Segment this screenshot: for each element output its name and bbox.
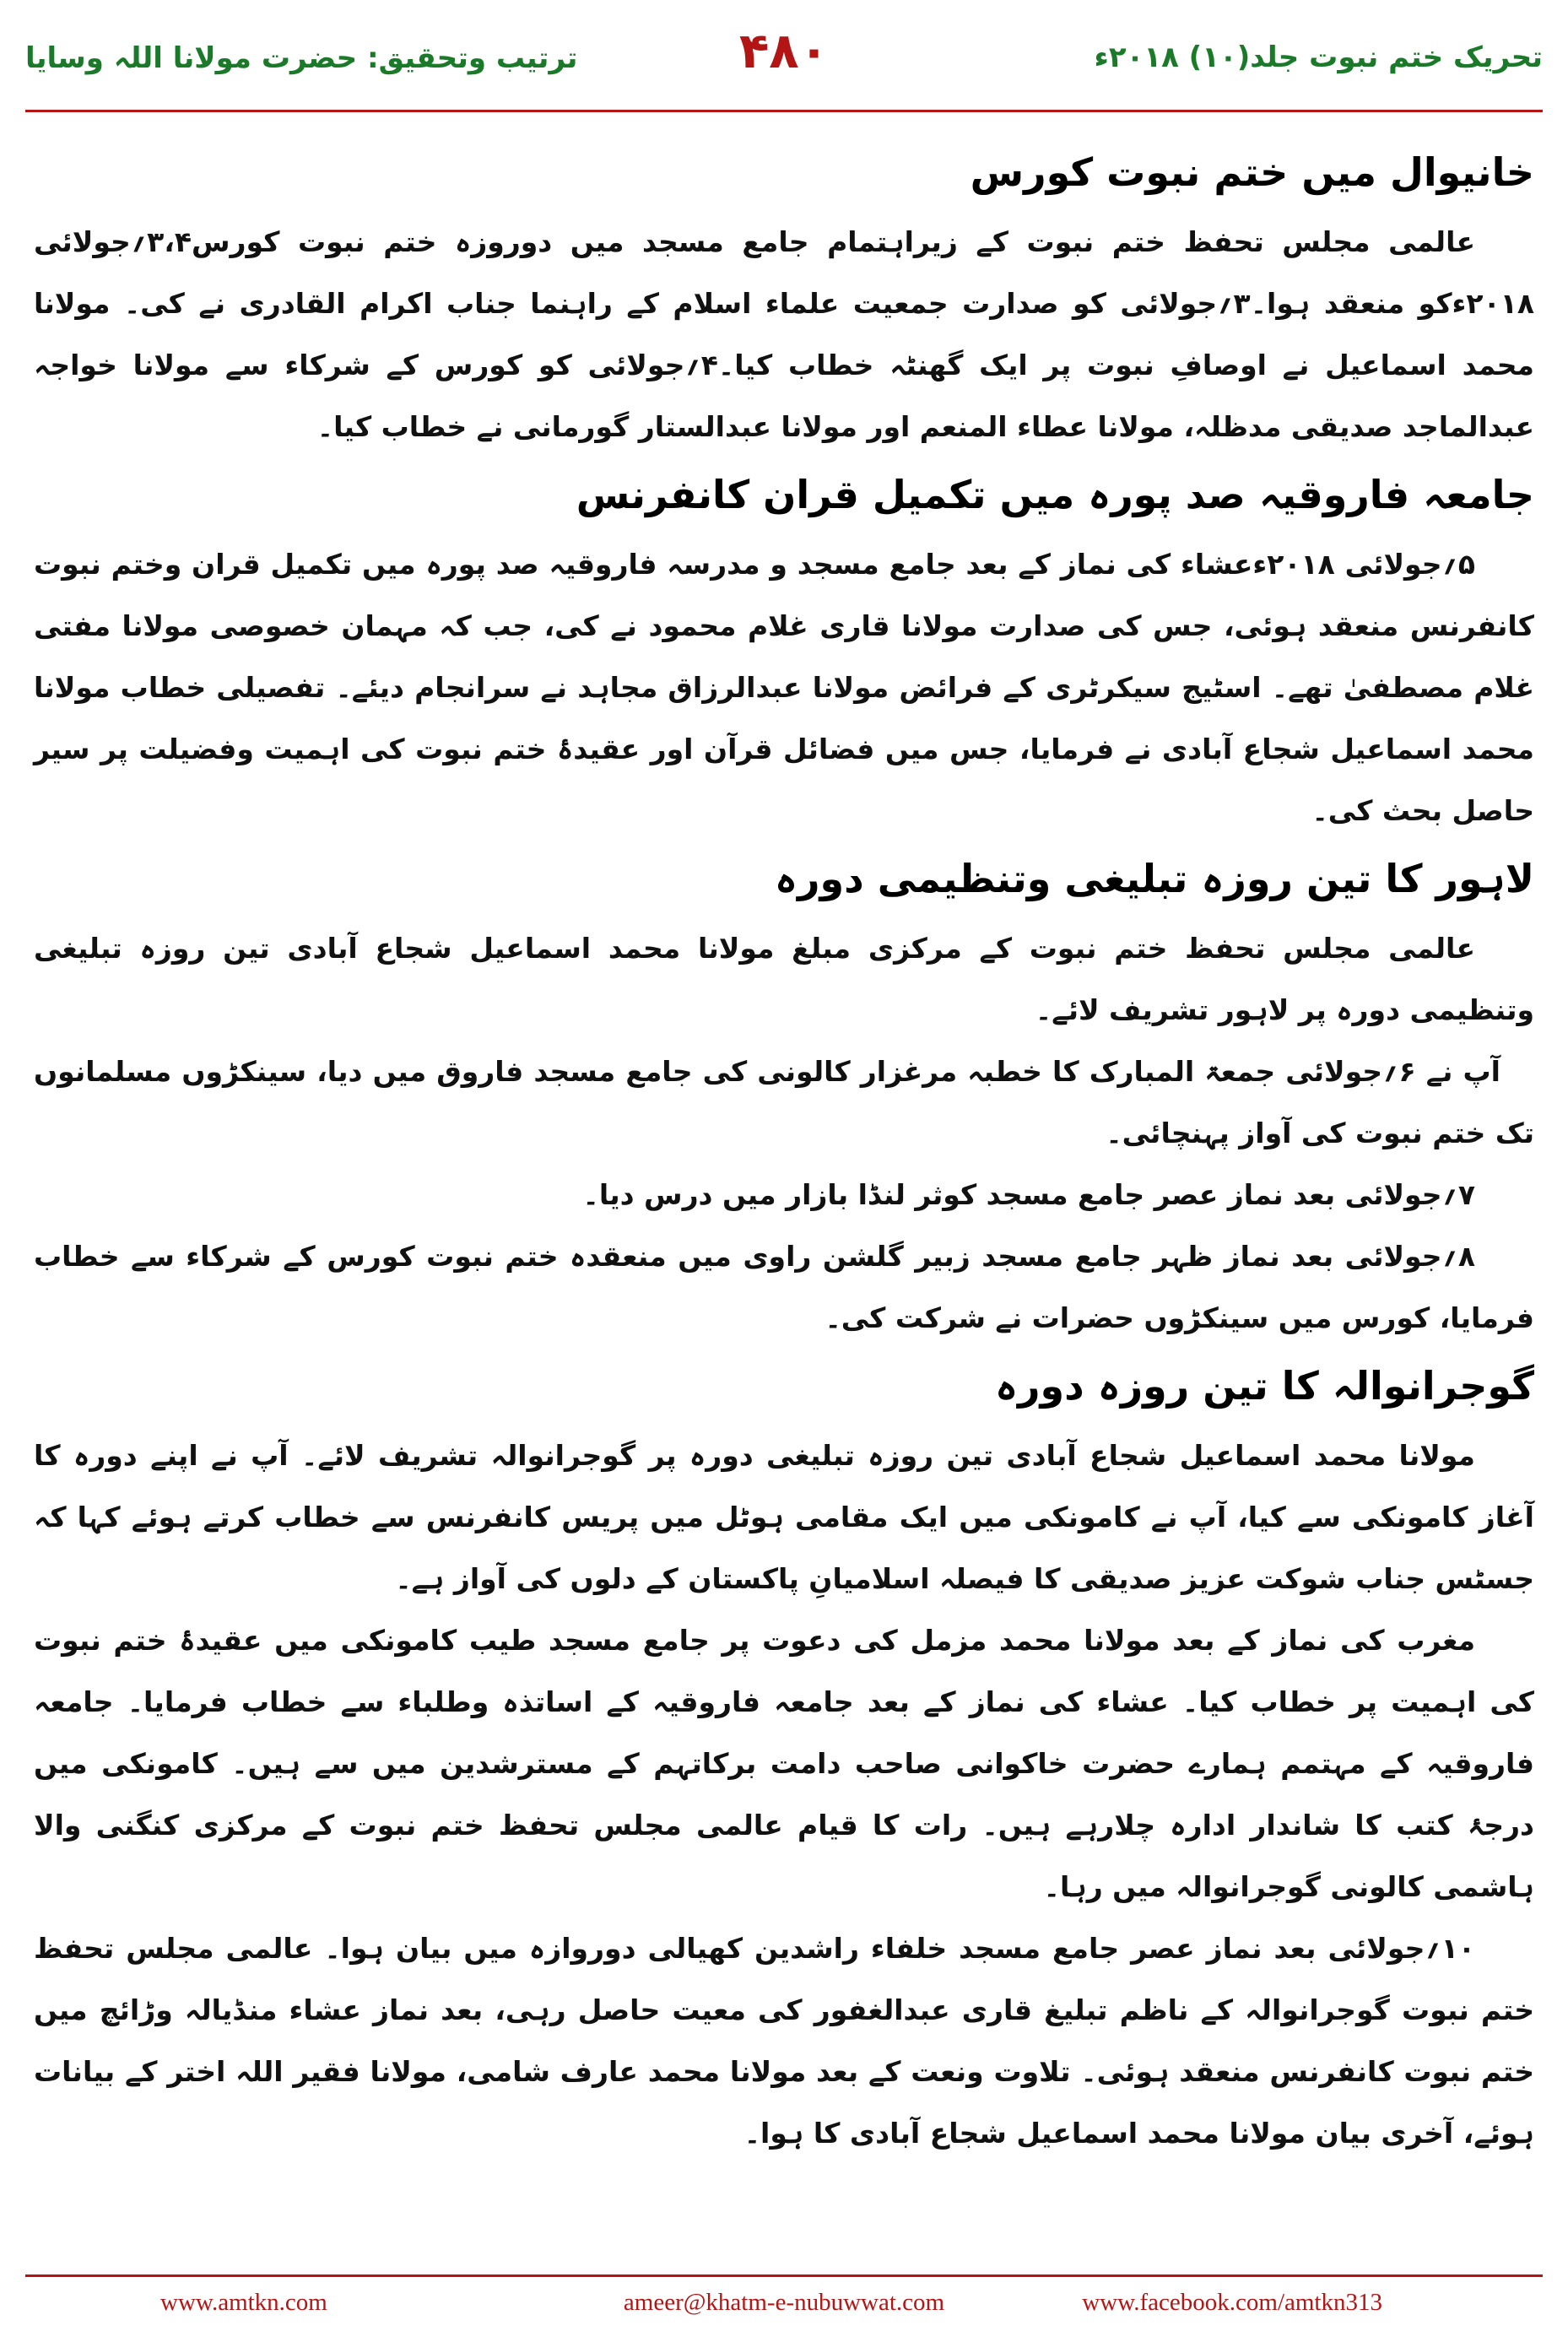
facebook-link[interactable]: www.facebook.com/amtkn313 bbox=[1082, 2289, 1382, 2316]
footer-divider bbox=[25, 2274, 1543, 2277]
section-heading: جامعہ فاروقیہ صد پورہ میں تکمیل قران کانفرنس bbox=[576, 472, 1534, 517]
paragraph: عالمی مجلس تحفظ ختم نبوت کے زیراہتمام جامع مسجد میں دوروزہ ختم نبوت کورس۳،۴؍جولائی ۲۰۱۸ءکو منعقد ہوا۔۳؍جولائی کو صدارت جمعیت علماء اسلام کے راہنما جناب اکرام القادری نے کی۔ مولانا محمد اسماعیل نے اوصافِ نبوت پر ایک گھنٹہ خطاب کیا۔۴؍جولائی کو کورس کے شرکاء سے مولانا خواجہ عبدالماجد صدیقی مدظلہ، مولانا عطاء المنعم اور مولانا عبدالستار گورمانی نے خطاب کیا۔ bbox=[34, 225, 1534, 443]
section-heading: خانیوال میں ختم نبوت کورس bbox=[970, 149, 1534, 195]
section-gujranwala bbox=[34, 1354, 1534, 2164]
email-link[interactable]: ameer@khatm-e-nubuwwat.com bbox=[623, 2289, 945, 2316]
paragraph: عالمی مجلس تحفظ ختم نبوت کے مرکزی مبلغ مولانا محمد اسماعیل شجاع آبادی تین روزہ تبلیغی وتنظیمی دورہ پر لاہور تشریف لائے۔ bbox=[34, 932, 1534, 1026]
compiler-credit: ترتیب وتحقیق: حضرت مولانا اللہ وسایا bbox=[25, 41, 578, 75]
section-khanewal bbox=[34, 140, 1534, 457]
page-footer bbox=[34, 2289, 1534, 2323]
paragraph: ۱۰؍جولائی بعد نماز عصر جامع مسجد خلفاء راشدین کھیالی دوروازہ میں بیان ہوا۔ عالمی مجلس تحفظ ختم نبوت گوجرانوالہ کے ناظم تبلیغ قاری عبدالغفور کی معیت حاصل رہی، بعد نماز عشاء منڈیالہ وڑائچ میں ختم نبوت کانفرنس منعقد ہوئی۔ تلاوت ونعت کے بعد مولانا محمد عارف شامی، مولانا فقیر اللہ اختر کے بیانات ہوئے، آخری بیان مولانا محمد اسماعیل شجاع آبادی کا ہوا۔ bbox=[34, 1932, 1534, 2150]
section-heading: گوجرانوالہ کا تین روزہ دورہ bbox=[995, 1363, 1534, 1409]
header-divider bbox=[25, 110, 1543, 112]
page-header bbox=[25, 17, 1543, 110]
section-lahore bbox=[34, 846, 1534, 1349]
website-link[interactable]: www.amtkn.com bbox=[160, 2289, 327, 2316]
paragraph: ۵؍جولائی ۲۰۱۸ءعشاء کی نماز کے بعد جامع مسجد و مدرسہ فاروقیہ صد پورہ میں تکمیل قران وختم نبوت کانفرنس منعقد ہوئی، جس کی صدارت مولانا قاری غلام محمود نے کی، جب کہ مہمان خصوصی مولانا مفتی غلام مصطفیٰ تھے۔ اسٹیج سیکرٹری کے فرائض مولانا عبدالرزاق مجاہد نے سرانجام دیئے۔ تفصیلی خطاب مولانا محمد اسماعیل شجاع آبادی نے فرمایا، جس میں فضائل قرآن اور عقیدۂ ختم نبوت کی اہمیت وفضیلت پر سیر حاصل بحث کی۔ bbox=[34, 548, 1534, 827]
paragraph: مغرب کی نماز کے بعد مولانا محمد مزمل کی دعوت پر جامع مسجد طیب کامونکی میں عقیدۂ ختم نبوت کی اہمیت پر خطاب کیا۔ عشاء کی نماز کے بعد جامعہ فاروقیہ کے اساتذہ وطلباء سے خطاب فرمایا۔ جامعہ فاروقیہ کے مہتمم ہمارے حضرت خاکوانی صاحب دامت برکاتہم کے مسترشدین میں سے ہیں۔ کامونکی میں درجۂ کتب کا شاندار ادارہ چلارہے ہیں۔ رات کا قیام عالمی مجلس تحفظ ختم نبوت کے مرکزی کنگنی والا ہاشمی کالونی گوجرانوالہ میں رہا۔ bbox=[34, 1624, 1534, 1903]
paragraph: ۸؍جولائی بعد نماز ظہر جامع مسجد زبیر گلشن راوی میں منعقدہ ختم نبوت کورس کے شرکاء سے خطاب فرمایا، کورس میں سینکڑوں حضرات نے شرکت کی۔ bbox=[34, 1240, 1534, 1334]
paragraph: مولانا محمد اسماعیل شجاع آبادی تین روزہ تبلیغی دورہ پر گوجرانوالہ تشریف لائے۔ آپ نے اپنے دورہ کا آغاز کامونکی سے کیا، آپ نے کامونکی میں ایک مقامی ہوٹل میں پریس کانفرنس سے خطاب کرتے ہوئے کہا کہ جسٹس جناب شوکت عزیز صدیقی کا فیصلہ اسلامیانِ پاکستان کے دلوں کی آواز ہے۔ bbox=[34, 1439, 1534, 1595]
book-title: تحریک ختم نبوت جلد(۱۰) ۲۰۱۸ء bbox=[1094, 41, 1543, 74]
section-heading: لاہور کا تین روزہ تبلیغی وتنظیمی دورہ bbox=[775, 856, 1534, 901]
page-number: ۴۸۰ bbox=[738, 22, 830, 79]
paragraph: ۷؍جولائی بعد نماز عصر جامع مسجد کوثر لنڈا بازار میں درس دیا۔ bbox=[582, 1178, 1475, 1211]
section-sadpura bbox=[34, 462, 1534, 841]
article-body bbox=[34, 135, 1534, 2164]
paragraph: آپ نے ۶؍جولائی جمعۃ المبارک کا خطبہ مرغزار کالونی کی جامع مسجد فاروق میں دیا، سینکڑوں مسلمانوں تک ختم نبوت کی آواز پہنچائی۔ bbox=[34, 1055, 1534, 1149]
